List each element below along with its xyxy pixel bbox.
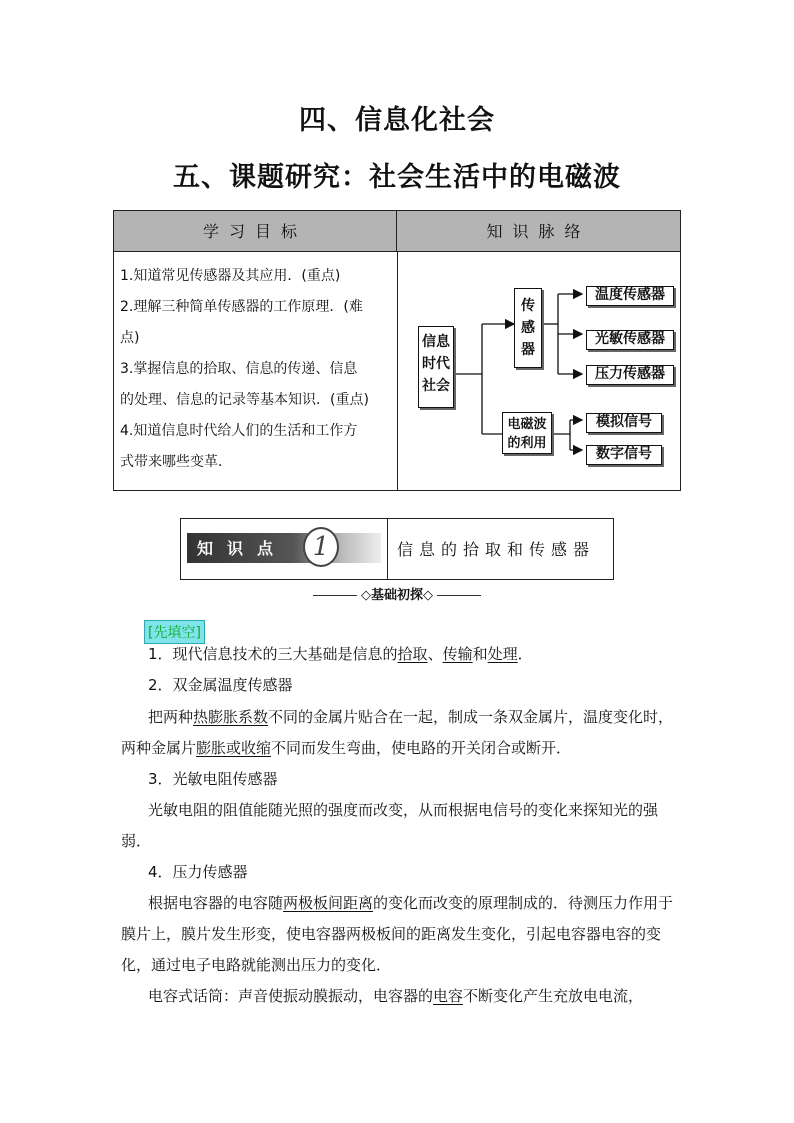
content-p2: 把两种热膨胀系数不同的金属片贴合在一起，制成一条双金属片，温度变化时，两种金属片膨胀或收缩不同而发生弯曲，使电路的开关闭合或断开． bbox=[121, 708, 674, 757]
knowledge-point-number: 1 bbox=[303, 527, 339, 567]
objective-line: 的处理、信息的记录等基本知识．(重点) bbox=[120, 392, 369, 408]
heading-bimetal: 2．双金属温度传感器 bbox=[148, 676, 293, 694]
table-header-objectives: 学习目标 bbox=[114, 211, 397, 252]
content-p3: 光敏电阻的阻值能随光照的强度而改变，从而根据电信号的变化来探知光的强弱． bbox=[121, 801, 659, 850]
objectives-table bbox=[113, 210, 681, 491]
node-pressure-sensor: 压力传感器 bbox=[586, 365, 674, 385]
objective-line: 4.知道信息时代给人们的生活和工作方 bbox=[120, 423, 358, 439]
fill-in-tag: [先填空] bbox=[144, 620, 205, 644]
node-analog-signal: 模拟信号 bbox=[586, 413, 662, 433]
objective-line: 1.知道常见传感器及其应用．(重点) bbox=[120, 268, 341, 284]
knowledge-map-diagram bbox=[398, 252, 680, 490]
knowledge-point-topic: 信息的拾取和传感器 bbox=[397, 540, 596, 559]
node-light-sensor: 光敏传感器 bbox=[586, 330, 674, 350]
node-temp-sensor: 温度传感器 bbox=[586, 286, 674, 306]
node-digital-signal: 数字信号 bbox=[586, 445, 662, 465]
content-p1: 1．现代信息技术的三大基础是信息的拾取、传输和处理． bbox=[148, 645, 533, 663]
node-em-wave-use: 电磁波 的利用 bbox=[502, 412, 552, 454]
objective-line: 式带来哪些变革． bbox=[120, 454, 232, 470]
objective-line: 点) bbox=[120, 330, 140, 346]
objective-line: 2.理解三种简单传感器的工作原理．(难 bbox=[120, 299, 363, 315]
page-subtitle: 五、课题研究：社会生活中的电磁波 bbox=[173, 162, 621, 193]
section-subheading: ◇基础初探◇ bbox=[0, 584, 794, 603]
page-title: 四、信息化社会 bbox=[299, 105, 495, 136]
content-p5: 电容式话筒：声音使振动膜振动，电容器的电容不断变化产生充放电电流， bbox=[148, 987, 644, 1005]
knowledge-point-badge bbox=[181, 519, 388, 579]
knowledge-point-label: 知识点 bbox=[197, 539, 288, 558]
heading-photoresistor: 3．光敏电阻传感器 bbox=[148, 770, 278, 788]
node-sensor: 传 感 器 bbox=[514, 288, 542, 368]
heading-pressure: 4．压力传感器 bbox=[148, 863, 248, 881]
objective-line: 3.掌握信息的拾取、信息的传递、信息 bbox=[120, 361, 358, 377]
objectives-list bbox=[120, 261, 390, 478]
content-p4: 根据电容器的电容随两极板间距离的变化而改变的原理制成的．待测压力作用于膜片上，膜片发生形变，使电容器两极板间的距离发生变化，引起电容器电容的变化，通过电子电路就能测出压力的变化． bbox=[121, 894, 674, 974]
knowledge-point-banner bbox=[180, 518, 614, 580]
table-header-knowledge-map: 知识脉络 bbox=[397, 211, 680, 252]
node-info-society: 信息 时代 社会 bbox=[418, 326, 454, 408]
